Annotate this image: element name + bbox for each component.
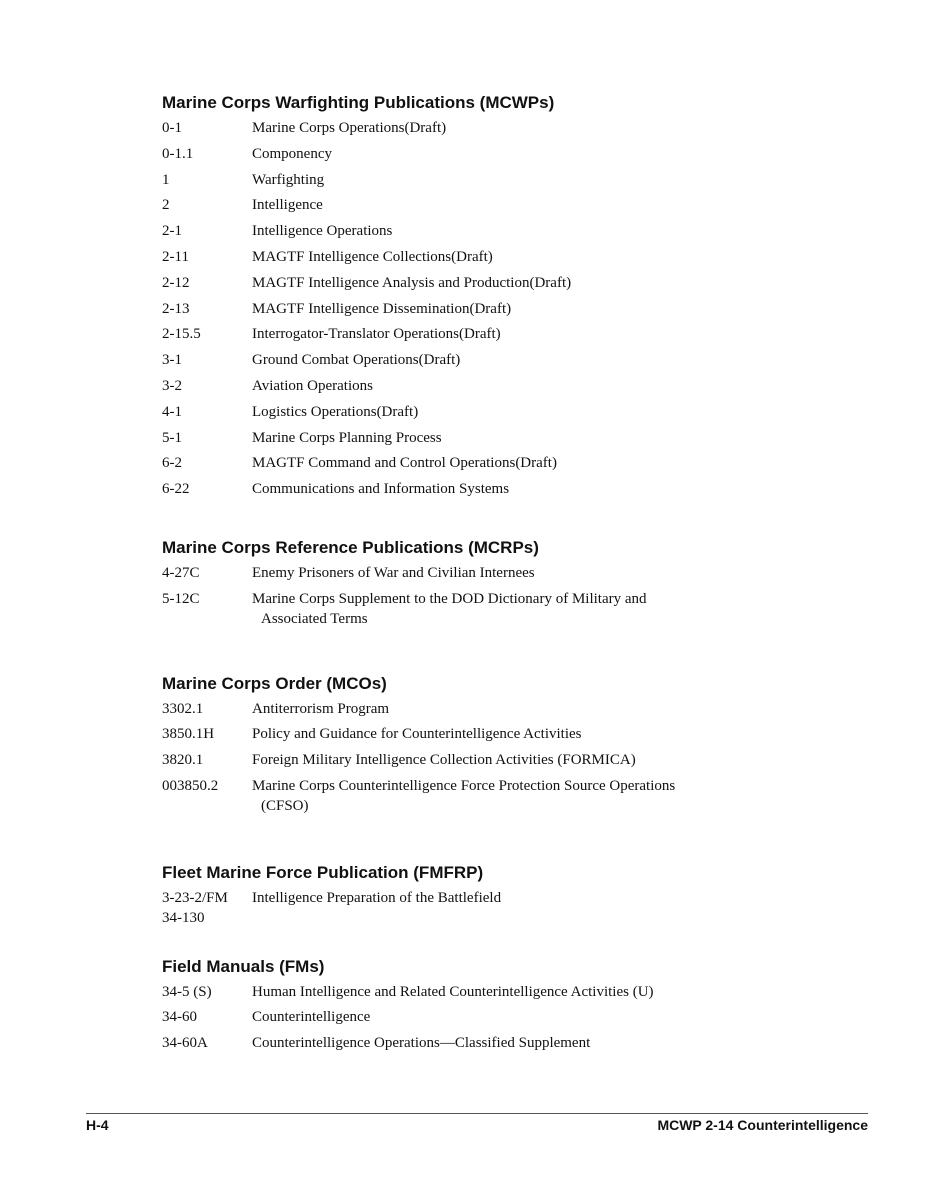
publication-number: 3302.1: [162, 700, 204, 717]
publication-number: 0-1.1: [162, 145, 194, 162]
publication-number: 2-1: [162, 223, 182, 240]
publication-title: Aviation Operations: [252, 377, 373, 394]
publication-number: 4-1: [162, 403, 182, 420]
publication-number: 2-12: [162, 274, 190, 291]
section-heading: Marine Corps Reference Publications (MCRPs): [162, 537, 539, 557]
publication-title: Marine Corps Counterintelligence Force Protection Source Operations: [252, 777, 676, 794]
entry-list: [162, 118, 862, 499]
references-list: [162, 92, 862, 1059]
publication-number: 1: [162, 171, 170, 188]
publication-title-continuation: (CFSO): [261, 797, 309, 814]
publication-number: 6-22: [162, 481, 190, 498]
publication-title: MAGTF Intelligence Collections(Draft): [252, 248, 493, 265]
list-item: [162, 699, 862, 719]
section-fms: [162, 956, 862, 1054]
publication-title: Marine Corps Supplement to the DOD Dictionary of Military and: [252, 590, 647, 607]
list-item: [162, 402, 862, 422]
publication-title: [252, 908, 862, 928]
publication-number: 2-13: [162, 300, 190, 317]
publication-number: 2-15.5: [162, 326, 201, 343]
section-heading: Field Manuals (FMs): [162, 956, 325, 976]
publication-title-block: [252, 776, 862, 816]
entry-list: [162, 888, 862, 928]
section-heading: Marine Corps Order (MCOs): [162, 673, 387, 693]
publication-number: 2-11: [162, 248, 189, 265]
section-spacer: [162, 934, 862, 956]
publication-title: Foreign Military Intelligence Collection Activities (FORMICA): [252, 752, 636, 769]
publication-number: 003850.2: [162, 777, 219, 794]
publication-number: 3850.1H: [162, 726, 215, 743]
section-fmfrp: [162, 862, 862, 928]
list-item: [162, 982, 862, 1002]
entry-list: [162, 699, 862, 816]
section-mcwps: [162, 92, 862, 499]
list-item: [162, 376, 862, 396]
page-number: H-4: [86, 1117, 109, 1133]
section-mcos: [162, 673, 862, 816]
publication-number: 3-23-2/FM: [162, 889, 228, 906]
list-item: [162, 195, 862, 215]
list-item: [162, 908, 862, 928]
publication-number: 2: [162, 197, 170, 214]
publication-title: Ground Combat Operations(Draft): [252, 352, 461, 369]
section-mcrps: [162, 537, 862, 629]
publication-title: Human Intelligence and Related Counterintelligence Activities (U): [252, 983, 654, 1000]
list-item: [162, 776, 862, 816]
publication-number: 3820.1: [162, 752, 204, 769]
publication-title: Interrogator-Translator Operations(Draft): [252, 326, 501, 343]
publication-number: 34-60A: [162, 1035, 208, 1052]
publication-title: Counterintelligence Operations—Classified Supplement: [252, 1035, 591, 1052]
list-item: [162, 750, 862, 770]
publication-title: Warfighting: [252, 171, 325, 188]
publication-title: Intelligence Operations: [252, 223, 393, 240]
publication-number: 34-130: [162, 909, 205, 926]
entry-list: [162, 982, 862, 1054]
list-item: [162, 563, 862, 583]
section-spacer: [162, 505, 862, 537]
publication-title: Marine Corps Planning Process: [252, 429, 442, 446]
section-spacer: [162, 822, 862, 862]
publication-title: Policy and Guidance for Counterintelligence Activities: [252, 726, 582, 743]
publication-title-block: [252, 589, 862, 629]
publication-title: Marine Corps Operations(Draft): [252, 120, 447, 136]
publication-title: MAGTF Command and Control Operations(Draft): [252, 455, 557, 472]
list-item: [162, 350, 862, 370]
publication-number: 34-60: [162, 1009, 197, 1026]
publication-title: MAGTF Intelligence Analysis and Production(Draft): [252, 274, 572, 291]
publication-title: MAGTF Intelligence Dissemination(Draft): [252, 300, 512, 317]
publication-title: Logistics Operations(Draft): [252, 403, 419, 420]
publication-title: Componency: [252, 145, 332, 162]
publication-title: Intelligence: [252, 197, 323, 214]
list-item: [162, 724, 862, 744]
list-item: [162, 453, 862, 473]
publication-number: 5-1: [162, 429, 182, 446]
list-item: [162, 118, 862, 138]
list-item: [162, 221, 862, 241]
list-item: [162, 144, 862, 164]
publication-title: Intelligence Preparation of the Battlefield: [252, 889, 502, 906]
publication-title: Antiterrorism Program: [252, 700, 390, 717]
list-item: [162, 324, 862, 344]
publication-title: Enemy Prisoners of War and Civilian Internees: [252, 564, 535, 581]
publication-footer-title: MCWP 2-14 Counterintelligence: [657, 1117, 868, 1133]
publication-number: 34-5 (S): [162, 983, 212, 1000]
list-item: [162, 428, 862, 448]
publication-number: 4-27C: [162, 564, 200, 581]
footer-divider: [86, 1113, 868, 1114]
section-spacer: [162, 635, 862, 673]
section-heading: Fleet Marine Force Publication (FMFRP): [162, 862, 484, 882]
list-item: [162, 888, 862, 908]
publication-number: 0-1: [162, 120, 182, 136]
list-item: [162, 299, 862, 319]
section-heading: Marine Corps Warfighting Publications (MCWPs): [162, 93, 555, 112]
list-item: [162, 479, 862, 499]
list-item: [162, 1007, 862, 1027]
list-item: [162, 247, 862, 267]
publication-title: Counterintelligence: [252, 1009, 371, 1026]
publication-title: Communications and Information Systems: [252, 481, 510, 498]
list-item: [162, 170, 862, 190]
list-item: [162, 1033, 862, 1053]
publication-title-continuation: Associated Terms: [261, 610, 368, 627]
publication-number: 3-1: [162, 352, 182, 369]
publication-number: 5-12C: [162, 590, 200, 607]
list-item: [162, 273, 862, 293]
publication-number: 3-2: [162, 377, 182, 394]
entry-list: [162, 563, 862, 629]
list-item: [162, 589, 862, 629]
publication-number: 6-2: [162, 455, 182, 472]
